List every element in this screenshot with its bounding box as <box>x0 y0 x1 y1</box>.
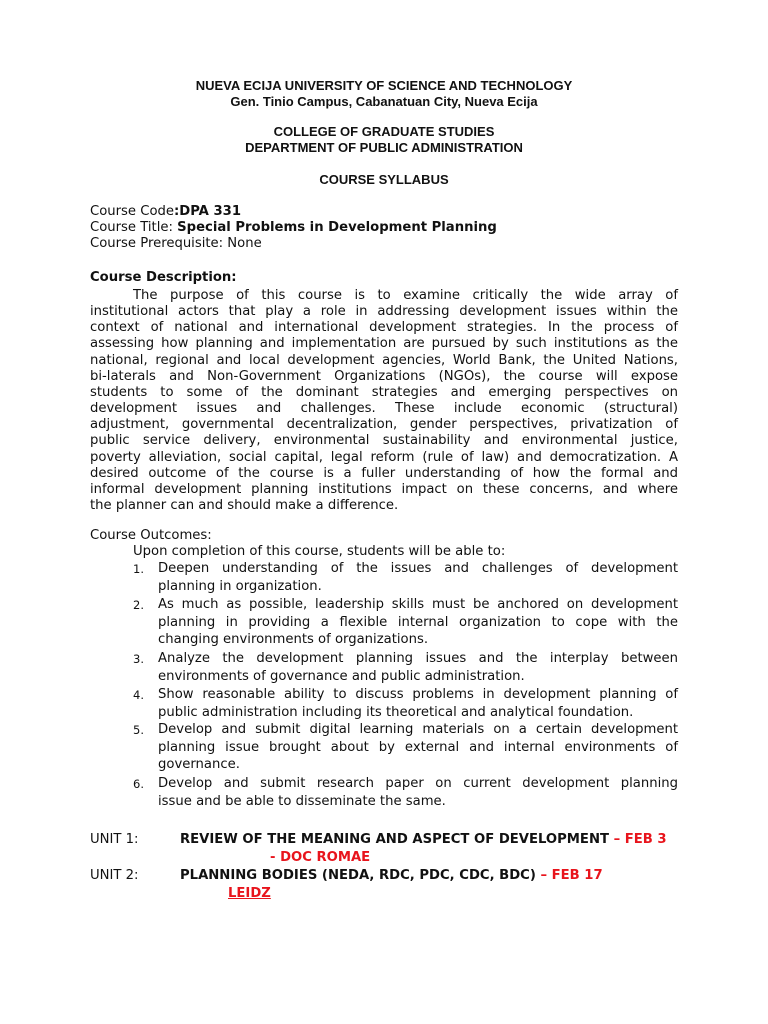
outcome-number: 5. <box>133 723 144 737</box>
department-name: DEPARTMENT OF PUBLIC ADMINISTRATION <box>245 140 523 155</box>
description-line: public service delivery, environmental sustainability and environmental justice, <box>90 433 678 449</box>
description-line: poverty alleviation, social capital, legal reform (rule of law) and democratization. A <box>90 449 678 465</box>
unit-date: – FEB 17 <box>535 868 603 883</box>
outcome-line: planning issue brought about by external and internal environments of <box>158 739 678 755</box>
unit-title: PLANNING BODIES (NEDA, RDC, PDC, CDC, BDC) – FEB 17 <box>180 868 603 883</box>
course-prerequisite: Course Prerequisite: None <box>90 236 262 251</box>
description-line: students to some of the dominant strategies and emerging perspectives on <box>90 384 678 400</box>
course-title-line <box>90 220 497 235</box>
outcome-line: planning in organization. <box>158 578 322 594</box>
outcomes-heading: Course Outcomes: <box>90 528 212 543</box>
unit-label: UNIT 2: <box>90 868 139 883</box>
description-line: bi-laterals and Non-Government Organizations (NGOs), the course will expose <box>90 368 678 384</box>
unit-reporter: - DOC ROMAE <box>270 850 371 865</box>
unit-date: – FEB 3 <box>608 832 667 847</box>
college-name: COLLEGE OF GRADUATE STUDIES <box>273 124 495 139</box>
course-code-line <box>90 204 241 219</box>
outcome-line: Show reasonable ability to discuss problems in development planning of <box>158 687 678 702</box>
outcome-number: 4. <box>133 688 144 702</box>
description-line: the planner can and should make a difference. <box>90 497 399 513</box>
outcome-line: As much as possible, leadership skills must be anchored on development <box>158 597 678 612</box>
description-line: assessing how planning and implementation are pursued by such institutions as the <box>90 336 678 352</box>
university-name: NUEVA ECIJA UNIVERSITY OF SCIENCE AND TECHNOLOGY <box>195 78 573 93</box>
description-line: institutional actors that play a role in addressing development issues within the <box>90 304 678 320</box>
outcome-number: 1. <box>133 562 144 576</box>
outcome-line: Deepen understanding of the issues and challenges of development <box>158 561 678 576</box>
campus-line: Gen. Tinio Campus, Cabanatuan City, Nueva Ecija <box>230 94 538 109</box>
unit-label: UNIT 1: <box>90 832 139 847</box>
description-line: The purpose of this course is to examine critically the wide array of <box>133 288 678 303</box>
course-code-value: DPA 331 <box>179 204 242 219</box>
unit-reporter: LEIDZ <box>228 886 271 901</box>
course-title-label: Course Title: <box>90 220 173 235</box>
outcome-line: Develop and submit research paper on current development planning <box>158 776 678 791</box>
outcome-line: planning in providing a flexible internal organization to cope with the <box>158 614 678 630</box>
outcome-number: 6. <box>133 777 144 791</box>
course-code-colon: : <box>174 204 180 219</box>
outcome-line: changing environments of organizations. <box>158 632 429 648</box>
description-line: development issues and challenges. These include economic (structural) <box>90 401 678 417</box>
outcome-line: issue and be able to disseminate the same. <box>158 793 446 809</box>
unit-title: REVIEW OF THE MEANING AND ASPECT OF DEVELOPMENT – FEB 3 <box>180 832 667 847</box>
description-line: national, regional and local development agencies, World Bank, the United Nations, <box>90 352 678 368</box>
outcome-line: Develop and submit digital learning materials on a certain development <box>158 722 678 737</box>
course-code-label: Course Code <box>90 204 174 219</box>
outcome-number: 2. <box>133 598 144 612</box>
description-heading: Course Description: <box>90 270 237 285</box>
description-line: adjustment, governmental decentralization, gender perspectives, privatization of <box>90 417 678 433</box>
outcome-line: Analyze the development planning issues and the interplay between <box>158 651 678 666</box>
document-title: COURSE SYLLABUS <box>319 172 449 187</box>
outcome-number: 3. <box>133 652 144 666</box>
description-line: informal development planning institutions impact on these concerns, and where <box>90 481 678 497</box>
description-line: context of national and international development strategies. In the process of <box>90 320 678 336</box>
course-title-value: Special Problems in Development Planning <box>177 220 497 235</box>
outcome-line: governance. <box>158 757 240 773</box>
outcome-line: environments of governance and public administration. <box>158 668 525 684</box>
outcomes-intro: Upon completion of this course, students will be able to: <box>133 544 506 559</box>
outcome-line: public administration including its theoretical and analytical foundation. <box>158 704 634 720</box>
description-line: desired outcome of the course is a fuller understanding of how the formal and <box>90 465 678 481</box>
